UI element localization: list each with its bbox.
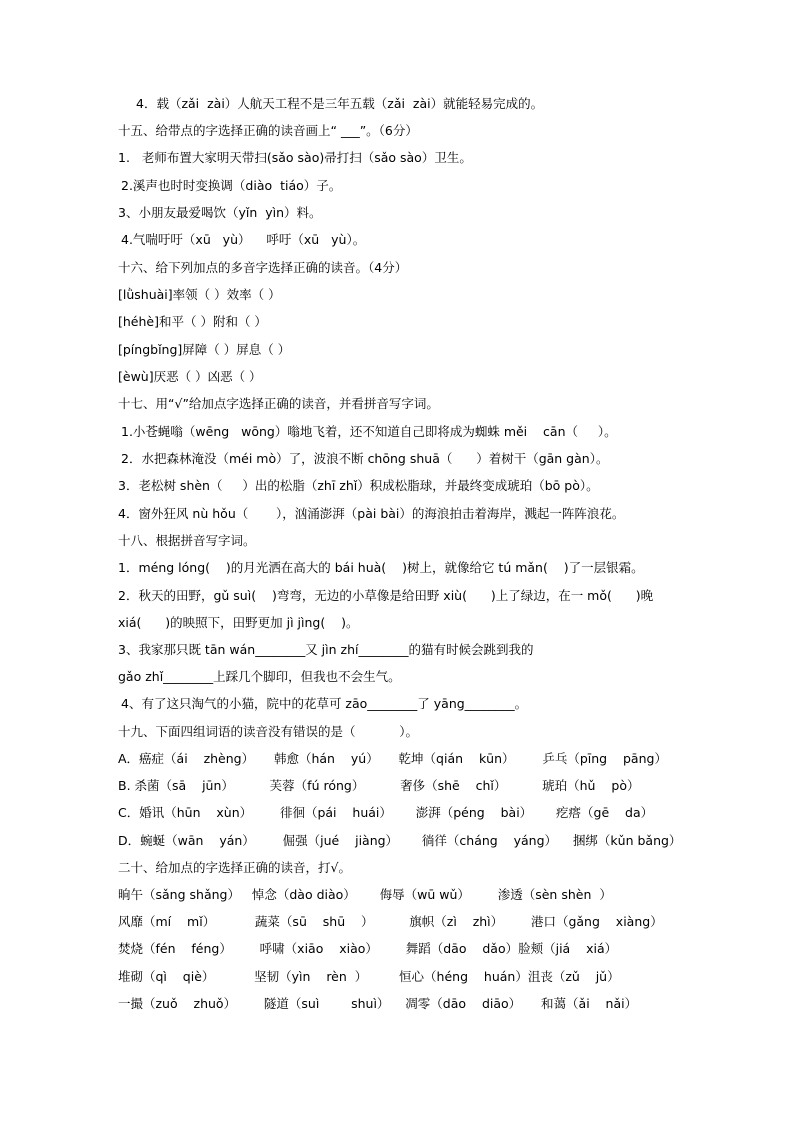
text-line: [èwù]厌恶（ ）凶恶（ ） [118, 369, 262, 384]
text-line: 1．méng lóng( )的月光洒在高大的 bái huà( )树上，就像给它 tú mǎn( )了一层银霜。 [118, 560, 644, 575]
option-c: C．婚讯（hūn xùn） 徘徊（pái huái） 澎湃（péng bài） 疙瘩（gē da） [118, 805, 654, 820]
text-line: 3、小朋友最爱喝饮（yǐn yìn）料。 [118, 205, 322, 220]
text-line: 4．窗外狂风 nù hǒu（ ），汹涌澎湃（pài bài）的海浪拍击着海岸，溅起一阵阵浪花。 [118, 506, 625, 521]
section-heading-17: 十七、用“√”给加点字选择正确的读音，并看拼音写字词。 [118, 396, 439, 411]
text-line: xiá( )的映照下，田野更加 jì jìng( )。 [118, 615, 359, 630]
text-line: gǎo zhǐ________上踩几个脚印，但我也不会生气。 [118, 669, 401, 684]
text-line: 1. 老师布置大家明天带扫(sǎo sào)帚打扫（sǎo sào）卫生。 [118, 150, 472, 165]
text-line: 4.气喘吁吁（xū yù） 呼吁（xū yù）。 [121, 232, 366, 247]
text-line: 3．老松树 shèn（ ）出的松脂（zhī zhǐ）积成松脂球，并最终变成琥珀（bō pò）。 [118, 478, 599, 493]
text-line: 2．秋天的田野，gǔ suì( )弯弯，无边的小草像是给田野 xiù( )上了绿边，在一 mǒ( )晚 [118, 588, 654, 603]
text-line: 焚烧（fén féng） 呼啸（xiāo xiào） 舞蹈（dāo dǎo）脸颊（jiá xiá） [118, 941, 618, 956]
section-heading-15: 十五、给带点的字选择正确的读音画上“ ___”。（6分） [118, 123, 418, 138]
text-line: 风靡（mí mǐ） 蔬菜（sū shū ） 旗帜（zì zhì） 港口（gǎng xiàng） [118, 914, 663, 929]
text-line: 晌午（sǎng shǎng） 悼念（dào diào） 侮辱（wū wǔ） 渗透（sèn shèn ） [118, 887, 612, 902]
section-heading-16: 十六、给下列加点的多音字选择正确的读音。（4分） [118, 260, 408, 275]
text-line: [héhè]和平（ ）附和（ ） [118, 314, 267, 329]
option-b: B. 杀菌（sā jūn） 芙蓉（fú róng） 奢侈（shē chǐ） 琥珀（hǔ pò） [118, 778, 640, 793]
text-line: 4、有了这只淘气的小猫，院中的花草可 zāo________了 yāng________。 [121, 696, 528, 711]
text-line: [lǜshuài]率领（ ）效率（ ） [118, 287, 281, 302]
section-heading-19: 十九、下面四组词语的读音没有错误的是（ ）。 [118, 724, 418, 739]
section-heading-20: 二十、给加点的字选择正确的读音，打√。 [118, 860, 351, 875]
text-line: [píngbǐng]屏障（ ）屏息（ ） [118, 342, 291, 357]
text-line: 3、我家那只既 tān wán________又 jìn zhí________的猫有时候会跳到我的 [118, 642, 534, 657]
text-line: 2．水把森林淹没（méi mò）了，波浪不断 chōng shuā（ ）着树干（gān gàn）。 [121, 451, 609, 466]
text-line: 1.小苍蝇嗡（wēng wōng）嗡地飞着，还不知道自己即将成为蜘蛛 měi cān（ ）。 [121, 424, 617, 439]
text-line: 堆砌（qì qiè） 坚韧（yìn rèn ） 恒心（héng huán）沮丧（zǔ jǔ） [118, 969, 620, 984]
text-line: 一撮（zuǒ zhuǒ） 隧道（suì shuì） 凋零（dāo diāo） 和蔼（ǎi nǎi） [118, 996, 638, 1011]
option-a: A．癌症（ái zhèng） 韩愈（hán yú） 乾坤（qián kūn） 乒乓（pīng pāng） [118, 751, 667, 766]
section-heading-18: 十八、根据拼音写字词。 [118, 533, 256, 548]
option-d: D．蜿蜒（wān yán） 倔强（jué jiàng） 徜徉（cháng yáng） 捆绑（kǔn bǎng） [118, 833, 682, 848]
text-line: 4．载（zǎi zài）人航天工程不是三年五载（zǎi zài）就能轻易完成的。 [136, 96, 544, 111]
text-line: 2.溪声也时时变换调（diào tiáo）子。 [121, 178, 342, 193]
